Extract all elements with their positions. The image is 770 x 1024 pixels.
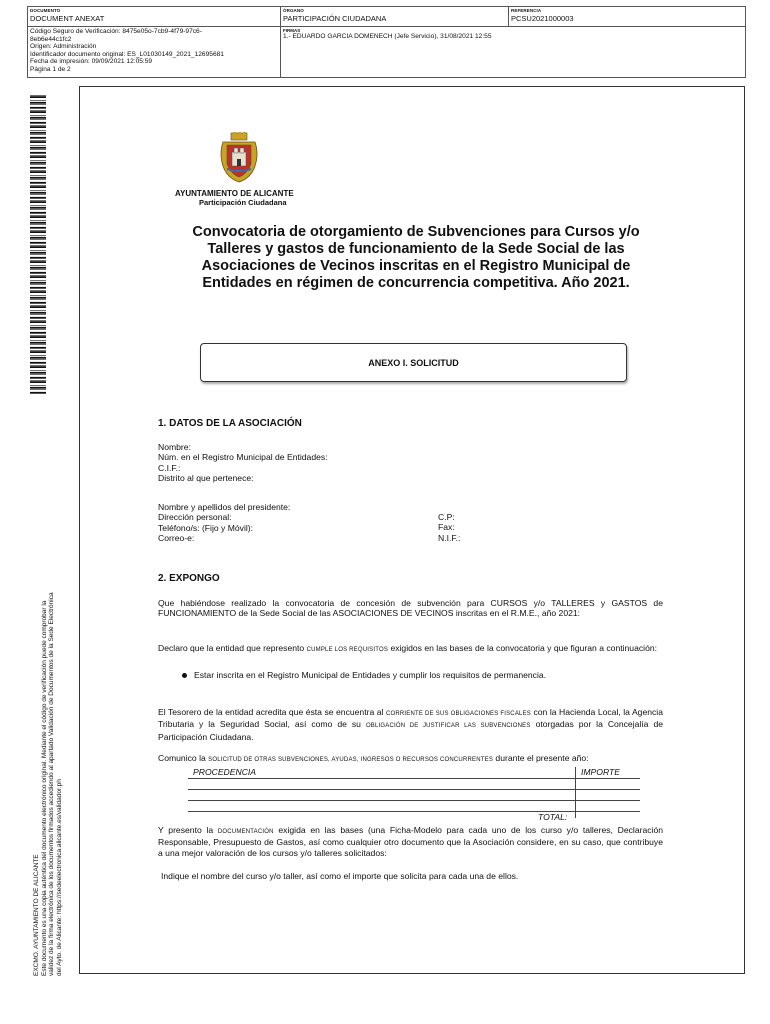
tesorero-smallcaps-2: OBLIGACIÓN DE JUSTIFICAR LAS SUBVENCIONES xyxy=(365,723,531,730)
indique-paragraph: Indique el nombre del curso y/o taller, así como el importe que solicita para cada una de ellos. xyxy=(161,871,519,881)
declaro-smallcaps: CUMPLE LOS REQUISITOS xyxy=(306,647,389,653)
field-cif: C.I.F.: xyxy=(158,462,181,473)
importe-header: IMPORTE xyxy=(581,767,620,777)
organo-value: PARTICIPACIÓN CIUDADANA xyxy=(283,14,387,23)
section-2-heading: 2. EXPONGO xyxy=(158,573,220,584)
firmas-value: 1.- EDUARDO GARCIA DOMENECH (Jefe Servicio), 31/08/2021 12:55 xyxy=(283,33,492,40)
comunico-paragraph xyxy=(158,753,663,765)
section-1-heading: 1. DATOS DE LA ASOCIACIÓN xyxy=(158,418,302,429)
organization-name: AYUNTAMIENTO DE ALICANTE xyxy=(175,189,294,198)
field-distrito: Distrito al que pertenece: xyxy=(158,472,254,483)
presento-smallcaps: DOCUMENTACIÓN xyxy=(217,829,274,835)
document-title: Convocatoria de otorgamiento de Subvenciones para Cursos y/o Talleres y gastos de funcionamiento de la Sede Social de las Asociaciones de Vecinos inscritas en el Registro Municipal de Entidades en régimen de concurrencia competitiva. Año 2021. xyxy=(192,224,640,291)
declaro-text-b: exigidos en las bases de la convocatoria y que figuran a continuación: xyxy=(390,643,658,653)
annex-box xyxy=(200,343,627,382)
meta-line: Origen: Administración xyxy=(30,43,97,51)
documento-label: DOCUMENTO xyxy=(30,8,61,13)
comunico-text-b: durante el presente año: xyxy=(495,753,589,763)
comunico-smallcaps: SOLICITUD DE OTRAS SUBVENCIONES, AYUDAS, INGRESOS O RECURSOS CONCURRENTES xyxy=(208,757,494,763)
documento-cell xyxy=(28,7,281,26)
president-fields xyxy=(158,502,290,543)
comunico-text-a: Comunico la xyxy=(158,753,206,763)
meta-line: Fecha de impresión: 09/09/2021 12:05:59 xyxy=(30,58,153,66)
requirement-text: Estar inscrita en el Registro Municipal de Entidades y cumplir los requisitos de permanencia. xyxy=(194,670,547,680)
table-row-line xyxy=(188,778,640,779)
tesorero-text-c: otorgadas por la Concejalía de Participación Ciudadana. xyxy=(158,719,664,742)
declaro-text-a: Declaro que la entidad que represento xyxy=(158,643,305,653)
verification-metadata xyxy=(30,28,275,74)
organization-department: Participación Ciudadana xyxy=(199,198,287,207)
tesorero-smallcaps-1: CORRIENTE DE SUS OBLIGACIONES FISCALES xyxy=(385,711,531,717)
side-verification-text xyxy=(33,592,63,976)
header-row-top xyxy=(28,7,745,27)
field-telefono: Teléfono/s: (Fijo y Móvil): xyxy=(158,522,254,533)
side-text-line: EXCMO. AYUNTAMIENTO DE ALICANTE xyxy=(33,854,40,976)
annex-title: ANEXO I. SOLICITUD xyxy=(368,357,459,368)
presento-paragraph xyxy=(158,825,663,858)
table-row-line xyxy=(188,789,640,790)
tesorero-text-b: con la Hacienda Local, la Agencia Tributaria y la Seguridad Social, así como de su xyxy=(158,707,663,730)
field-nif: N.I.F.: xyxy=(438,532,461,543)
firmas-label: FIRMAS xyxy=(283,28,301,33)
association-fields xyxy=(158,442,328,483)
procedencia-header: PROCEDENCIA xyxy=(193,767,257,777)
expongo-paragraph: Que habiéndose realizado la convocatoria de concesión de subvención para CURSOS y/o TALLERES y GASTOS de FUNCIONAMIENTO de la Sede Social de las ASOCIACIONES DE VECINOS inscritas en el R.M.E., año 2021: xyxy=(158,598,663,619)
presento-text-a: Y presento la xyxy=(158,825,214,835)
presento-text-b: exigida en las bases (una Ficha-Modelo para cada uno de los curso y/o talleres, Declaración Responsable, Presupuesto de Gastos, así como cualquier otro documento que la Asociación considere, en su caso, que contribuye a una mejor valoración de los cursos y/o talleres solicitados: xyxy=(158,825,664,858)
meta-line: 8eb6e44c1fc2 xyxy=(30,35,72,43)
meta-line: Código Seguro de Verificación: 8475e05o-7cb9-4f79-97c6- xyxy=(30,28,202,35)
field-registro: Núm. en el Registro Municipal de Entidades: xyxy=(158,452,328,463)
organization-block xyxy=(175,189,294,207)
declaro-paragraph xyxy=(158,643,663,655)
documento-value: DOCUMENT ANEXAT xyxy=(30,14,105,23)
field-direccion: Dirección personal: xyxy=(158,512,232,523)
table-row-line xyxy=(188,800,640,801)
side-text-line: Este documento es una copia auténtica del documento electrónico original. Mediante el código de verificación puede comprobar la xyxy=(40,600,48,976)
organo-label: ÓRGANO xyxy=(283,8,304,13)
referencia-value: PCSU2021000003 xyxy=(511,14,574,23)
field-correo: Correo-e: xyxy=(158,532,195,543)
field-presidente: Nombre y apellidos del presidente: xyxy=(158,502,291,512)
president-fields-right xyxy=(438,512,460,543)
tesorero-paragraph xyxy=(158,707,663,742)
referencia-cell xyxy=(509,7,745,26)
field-cp: C.P: xyxy=(438,512,455,522)
side-text-line: validez de la firma electrónica de los documentos firmados accediendo al apartado Validación de Documentos de la Sede Electrónica xyxy=(48,592,56,976)
city-coat-of-arms-icon xyxy=(217,132,261,184)
table-row-line xyxy=(188,811,640,812)
field-fax: Fax: xyxy=(438,522,455,533)
total-label: TOTAL: xyxy=(538,812,568,822)
side-text-line: del Ayto. de Alicante: https://sedeelectronica.alicante.es/validador.ph xyxy=(55,779,63,976)
firmas-block xyxy=(283,28,492,41)
requirement-bullet xyxy=(182,670,546,680)
firmas-cell xyxy=(281,26,745,78)
referencia-label: REFERENCIA xyxy=(511,8,542,13)
income-table xyxy=(188,767,640,822)
header-row-bottom xyxy=(28,26,745,78)
organo-cell xyxy=(281,7,509,26)
meta-cell xyxy=(28,26,281,78)
bullet-icon xyxy=(182,673,187,678)
meta-line: Identificador documento original: ES_L01030149_2021_12695681 xyxy=(30,50,224,58)
field-nombre: Nombre: xyxy=(158,442,191,452)
document-header-table xyxy=(27,6,746,78)
tesorero-text-a: El Tesorero de la entidad acredita que ésta se encuentra al xyxy=(158,707,384,717)
barcode-icon xyxy=(30,95,46,395)
meta-line: Página 1 de 2 xyxy=(30,65,71,73)
